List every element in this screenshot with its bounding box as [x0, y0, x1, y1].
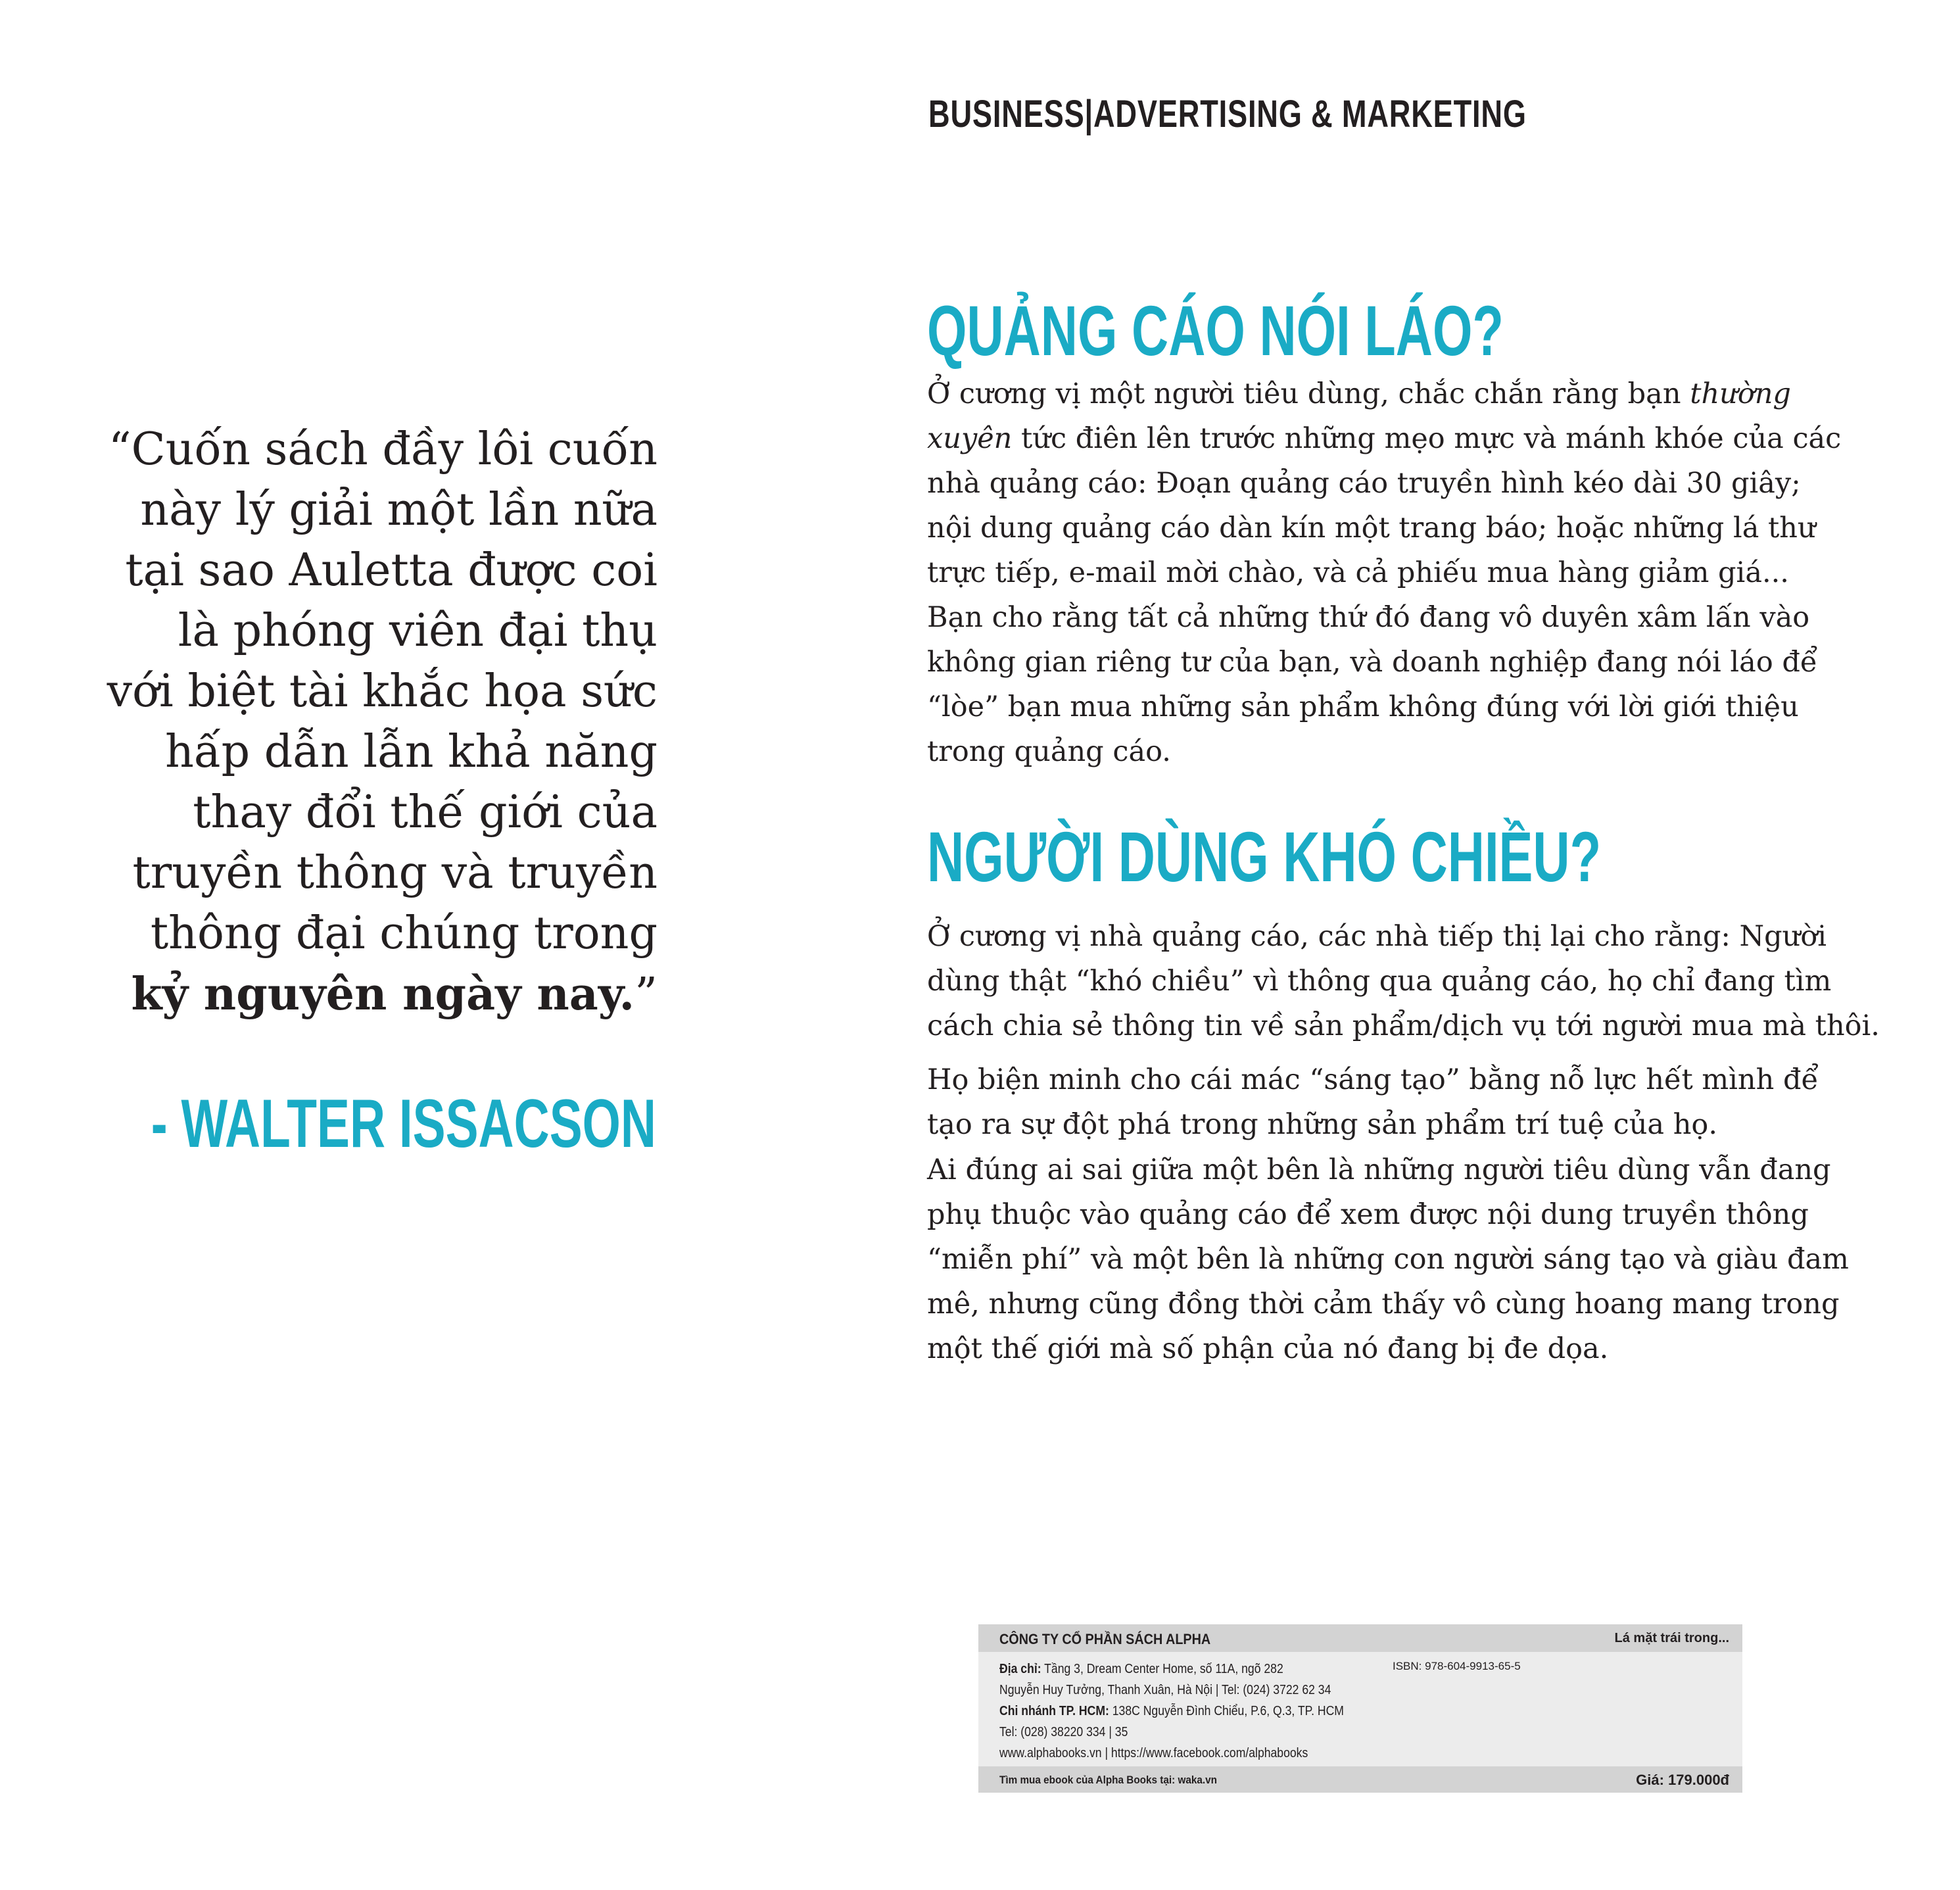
cover-quote [79, 420, 657, 1025]
section-2-paragraph-2 [927, 1057, 1819, 1147]
paragraph-line: nhà quảng cáo: Đoạn quảng cáo truyền hình kéo dài 30 giây; [927, 467, 1801, 500]
publisher-note: Lá mặt trái trong... [1614, 1631, 1729, 1645]
quote-line: là phóng viên đại thụ [178, 605, 657, 657]
quote-line: tại sao Auletta được coi [125, 545, 657, 596]
paragraph-line: Bạn cho rằng tất cả những thứ đó đang vô duyên xâm lấn vào [927, 601, 1810, 634]
quote-line: hấp dẫn lẫn khả năng [165, 726, 657, 778]
paragraph-line: tạo ra sự đột phá trong những sản phẩm trí tuệ của họ. [927, 1108, 1717, 1141]
section-heading-2: NGƯỜI DÙNG KHÓ CHIỀU? [927, 817, 1602, 896]
section-heading-1: QUẢNG CÁO NÓI LÁO? [927, 291, 1504, 370]
quote-last-line [79, 964, 657, 1025]
quote-line: truyền thông và truyền [132, 847, 657, 899]
quote-line: với biệt tài khắc họa sức [107, 666, 657, 717]
quote-line: thay đổi thế giới của [193, 787, 657, 838]
italic-text: xuyên [927, 422, 1013, 455]
quote-close-mark: ” [634, 969, 657, 1021]
quote-author: - WALTER ISSACSON [151, 1086, 656, 1162]
address-text: Tầng 3, Dream Center Home, số 11A, ngõ 282 [1041, 1662, 1283, 1676]
paragraph-line: trong quảng cáo. [927, 735, 1171, 768]
paragraph-line: phụ thuộc vào quảng cáo để xem được nội dung truyền thông [927, 1198, 1809, 1231]
quote-bold-text: kỷ nguyên ngày nay. [131, 968, 635, 1021]
address-line [999, 1659, 1344, 1680]
section-2-paragraph-1 [927, 914, 1880, 1048]
paragraph-line: Ai đúng ai sai giữa một bên là những người tiêu dùng vẫn đang [927, 1153, 1831, 1186]
quote-line: “Cuốn sách đầy lôi cuốn [108, 424, 657, 475]
paragraph-line: Họ biện minh cho cái mác “sáng tạo” bằng nỗ lực hết mình để [927, 1063, 1819, 1096]
ebook-note: Tìm mua ebook của Alpha Books tại: waka.vn [999, 1774, 1218, 1786]
branch-text: 138C Nguyễn Đình Chiểu, P.6, Q.3, TP. HCM [1109, 1704, 1344, 1718]
publisher-contact [999, 1659, 1344, 1764]
publisher-web: www.alphabooks.vn | https://www.facebook.com/alphabooks [999, 1746, 1308, 1760]
branch-label: Chi nhánh TP. HCM: [999, 1704, 1109, 1718]
isbn: ISBN: 978-604-9913-65-5 [1393, 1660, 1521, 1672]
branch-phone: Tel: (028) 38220 334 | 35 [999, 1725, 1128, 1739]
paragraph-line [927, 416, 1842, 461]
paragraph-line: nội dung quảng cáo dàn kín một trang báo; hoặc những lá thư [927, 512, 1816, 545]
address-line: Nguyễn Huy Tưởng, Thanh Xuân, Hà Nội | Tel: (024) 3722 62 34 [999, 1683, 1331, 1697]
branch-line [999, 1701, 1344, 1722]
paragraph-line: “lòe” bạn mua những sản phẩm không đúng với lời giới thiệu [927, 691, 1799, 723]
section-2-paragraph-3 [927, 1148, 1849, 1371]
paragraph-line [927, 372, 1791, 416]
publisher-footer-bar [978, 1766, 1742, 1793]
publisher-header-bar [978, 1624, 1742, 1652]
paragraph-line: Ở cương vị nhà quảng cáo, các nhà tiếp thị lại cho rằng: Người [927, 920, 1827, 953]
paragraph-line: mê, nhưng cũng đồng thời cảm thấy vô cùng hoang mang trong [927, 1288, 1840, 1321]
publisher-company: CÔNG TY CỔ PHẦN SÁCH ALPHA [999, 1631, 1211, 1647]
line-text: tức điên lên trước những mẹo mực và mánh khóe của các [1012, 422, 1842, 455]
italic-text: thường [1690, 377, 1791, 410]
quote-line: này lý giải một lần nữa [140, 484, 657, 536]
paragraph-line: cách chia sẻ thông tin về sản phẩm/dịch vụ tới người mua mà thôi. [927, 1009, 1880, 1042]
paragraph-line: một thế giới mà số phận của nó đang bị đe dọa. [927, 1332, 1609, 1365]
publisher-info-box [978, 1624, 1742, 1793]
paragraph-line: không gian riêng tư của bạn, và doanh nghiệp đang nói láo để [927, 646, 1818, 679]
price: Giá: 179.000đ [1636, 1772, 1729, 1788]
address-label: Địa chỉ: [999, 1662, 1041, 1676]
quote-line: thông đại chúng trong [150, 908, 657, 959]
line-text: Ở cương vị một người tiêu dùng, chắc chắn rằng bạn [927, 377, 1690, 410]
paragraph-line: trực tiếp, e-mail mời chào, và cả phiếu mua hàng giảm giá... [927, 556, 1789, 589]
book-category: BUSINESS|ADVERTISING & MARKETING [928, 93, 1527, 135]
section-1-paragraph [927, 372, 1842, 774]
paragraph-line: dùng thật “khó chiều” vì thông qua quảng cáo, họ chỉ đang tìm [927, 965, 1832, 998]
paragraph-line: “miễn phí” và một bên là những con người sáng tạo và giàu đam [927, 1243, 1849, 1276]
